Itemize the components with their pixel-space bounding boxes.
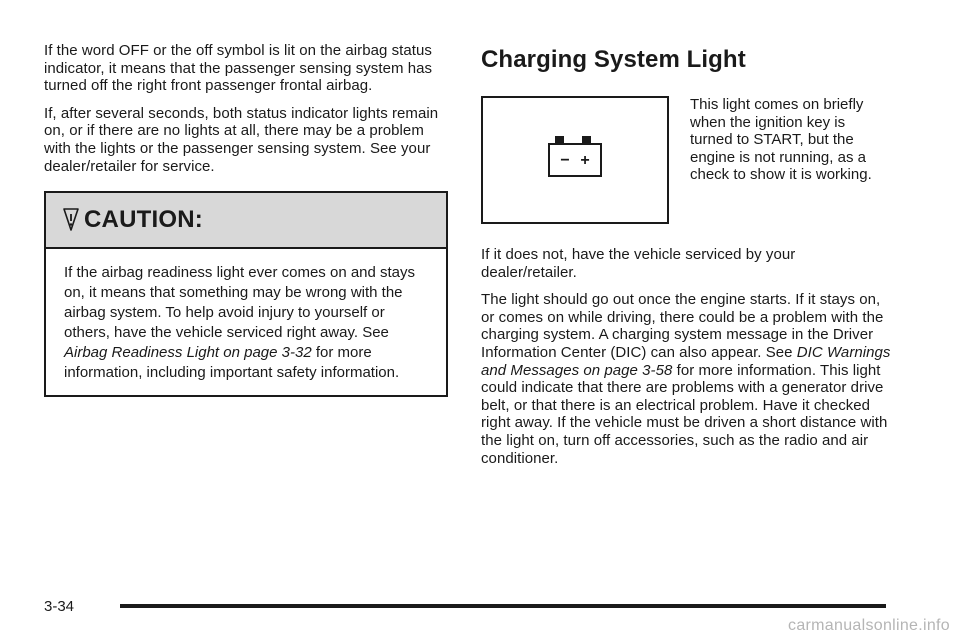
caution-header (46, 193, 446, 249)
charging-text: The light should go out once the engine starts. If it stays on, or comes on while driving, there could be a problem with the charging system. A charging system message in the Driver Information Center (DIC) can also appear. See (481, 291, 884, 361)
caution-text-end: for more information, including important safety information. (64, 344, 400, 382)
watermark: carmanualsonline.info (788, 617, 950, 634)
charging-text-end: for more information. This light could indicate that there are problems with a generator drive belt, or that there is an electrical problem. Have it checked right away. If the vehicle must be driven a short distance with the light on, turn off accessories, such as the radio and air conditioner. (481, 361, 888, 467)
airbag-off-paragraph: If the word OFF or the off symbol is lit on the airbag status indicator, it means that the passenger sensing system has turned off the right front passenger frontal airbag. (44, 42, 433, 95)
charging-system-paragraph (481, 291, 891, 467)
section-title: Charging System Light (481, 46, 746, 73)
charging-light-figure (481, 96, 669, 224)
caution-triangle-icon (60, 206, 82, 234)
service-paragraph: If it does not, have the vehicle serviced by your dealer/retailer. (481, 246, 796, 281)
left-column (44, 42, 448, 397)
page-number: 3-34 (44, 598, 75, 615)
right-column (481, 42, 891, 477)
caution-title: CAUTION: (84, 206, 203, 234)
status-lights-paragraph: If, after several seconds, both status indicator lights remain on, or if there are no lights at all, there may be a problem with the lights or the passenger sensing system. See your dealer/retailer for service. (44, 104, 439, 175)
caution-box (44, 191, 448, 397)
caution-text: If the airbag readiness light ever comes on and stays on, it means that something may be wrong with the airbag system. To help avoid injury to yourself or others, have the vehicle serviced right away. See (64, 264, 416, 342)
figure-caption: This light comes on briefly when the ignition key is turned to START, but the engine is not running, as a check to show it is working. (690, 96, 872, 184)
figure-row (481, 96, 891, 224)
battery-icon (545, 134, 605, 182)
airbag-readiness-link[interactable]: Airbag Readiness Light on page 3-32 (64, 344, 312, 362)
battery-minus-label: − (560, 152, 570, 169)
footer-divider (120, 604, 886, 608)
dic-warnings-link[interactable]: DIC Warnings and Messages on page 3-58 (481, 343, 891, 379)
caution-body (46, 249, 446, 395)
battery-plus-label: + (580, 152, 590, 169)
